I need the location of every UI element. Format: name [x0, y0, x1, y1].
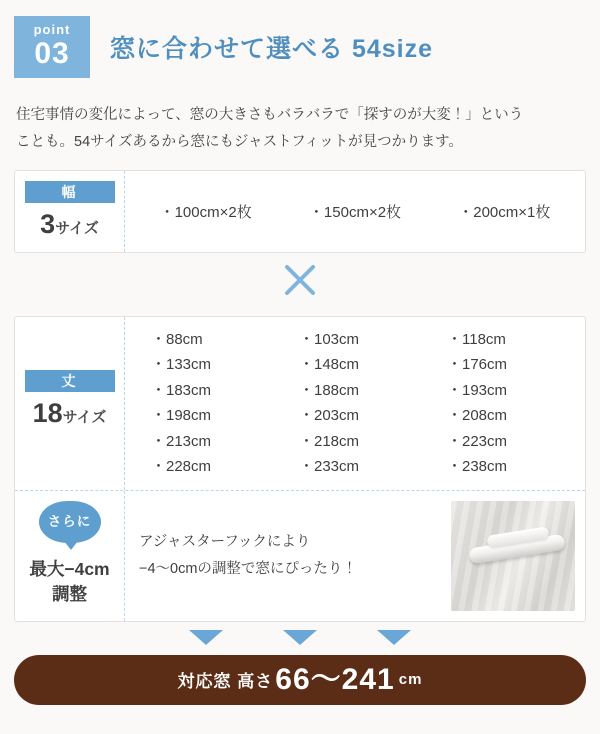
- height-size-item: ・88cm: [151, 330, 203, 348]
- height-size-grid: [125, 317, 585, 490]
- height-size-item: ・133cm: [151, 356, 212, 374]
- height-size-item: ・198cm: [151, 407, 212, 425]
- height-size-item: ・188cm: [299, 381, 360, 399]
- summary-unit: cm: [398, 671, 423, 689]
- down-arrows: [0, 622, 600, 649]
- height-count-number: 18: [32, 397, 63, 428]
- height-caption: 丈: [25, 370, 115, 392]
- lead-line-1: 住宅事情の変化によって、窓の大きさもバラバラで「探すのが大変！」という: [16, 107, 524, 123]
- adjuster-body: [125, 491, 585, 621]
- height-card: [14, 316, 586, 622]
- adjuster-text-line-2: −4〜0cmの調整で窓にぴったり！: [139, 560, 357, 577]
- adjuster-side-label: [15, 491, 125, 621]
- adjuster-side-line-1: 最大−4cm: [29, 558, 110, 579]
- width-count-suffix: サイズ: [55, 219, 99, 237]
- adjuster-row: [15, 491, 585, 621]
- height-size-item: ・238cm: [447, 458, 508, 476]
- lead-text: [0, 88, 600, 162]
- height-size-item: ・193cm: [447, 381, 508, 399]
- height-side-label: [15, 317, 125, 490]
- height-count-suffix: サイズ: [62, 408, 107, 426]
- summary-bar: [14, 655, 586, 705]
- adjuster-bubble: さらに: [39, 501, 101, 543]
- summary-label: 対応窓 高さ: [177, 672, 274, 692]
- width-count-number: 3: [40, 208, 56, 239]
- adjuster-hook-photo: [451, 501, 575, 611]
- height-size-item: ・176cm: [447, 356, 508, 374]
- height-size-item: ・233cm: [299, 458, 360, 476]
- height-size-item: ・218cm: [299, 432, 360, 450]
- point-badge-number: 03: [34, 37, 70, 70]
- width-side-label: [15, 171, 125, 252]
- height-size-item: ・103cm: [299, 330, 360, 348]
- page-title: 窓に合わせて選べる 54size: [110, 35, 434, 63]
- width-count: [15, 209, 124, 240]
- section-header: [0, 0, 600, 88]
- height-size-item: ・148cm: [299, 356, 360, 374]
- adjuster-side-line-2: 調整: [52, 583, 87, 604]
- summary-range: 66〜241: [275, 662, 395, 696]
- height-size-item: ・118cm: [447, 330, 506, 348]
- cross-icon: [283, 263, 317, 297]
- height-size-item: ・208cm: [447, 407, 508, 425]
- adjuster-description: [139, 529, 443, 583]
- arrow-down-icon: [283, 630, 317, 645]
- width-card: [14, 170, 586, 253]
- width-caption: 幅: [25, 181, 115, 203]
- width-option: ・200cm×1枚: [458, 203, 551, 221]
- arrow-down-icon: [377, 630, 411, 645]
- point-badge-label: point: [33, 22, 71, 37]
- width-option: ・150cm×2枚: [308, 203, 402, 221]
- height-count: [15, 398, 124, 429]
- multiply-separator: [0, 253, 600, 308]
- height-size-item: ・203cm: [299, 407, 360, 425]
- width-option: ・100cm×2枚: [159, 203, 252, 221]
- height-size-item: ・183cm: [151, 381, 212, 399]
- adjuster-text-line-1: アジャスターフックにより: [139, 533, 311, 550]
- height-size-item: ・223cm: [447, 432, 508, 450]
- lead-line-2: ことも。54サイズあるから窓にもジャストフィットが見つかります。: [16, 133, 463, 150]
- point-badge: [14, 16, 90, 78]
- arrow-down-icon: [189, 630, 223, 645]
- height-size-item: ・228cm: [151, 458, 212, 476]
- adjuster-side-text: [15, 557, 124, 607]
- height-size-item: ・213cm: [151, 432, 212, 450]
- width-options: [125, 171, 585, 252]
